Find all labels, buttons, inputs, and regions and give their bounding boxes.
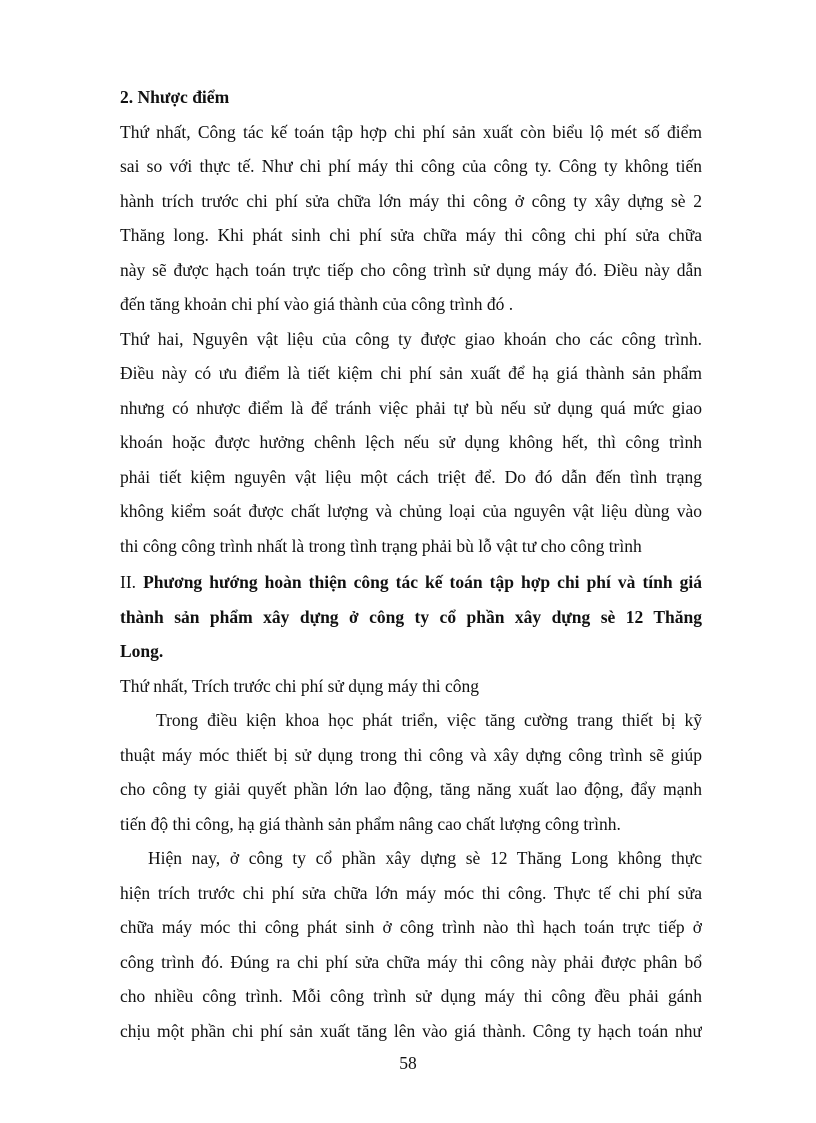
body-line: chữa máy móc thi công phát sinh ở công trình nào thì hạch toán trực tiếp ở [120, 917, 702, 937]
body-line: công trình đó. Đúng ra chi phí sửa chữa máy thi công này phải được phân bổ [120, 951, 702, 972]
body-line: khoán hoặc được hưởng chênh lệch nếu sử dụng không hết, thì công trình [120, 432, 702, 452]
body-line: chịu một phần chi phí sản xuất tăng lên vào giá thành. Công ty hạch toán như [120, 1020, 702, 1041]
section-number: II. [120, 572, 137, 592]
subheading: Thứ nhất, Trích trước chi phí sử dụng máy thi công [120, 675, 479, 696]
paragraph-1 [120, 703, 702, 841]
body-line: Thăng long. Khi phát sinh chi phí sửa chữa máy thi công chi phí sửa chữa [120, 225, 702, 245]
section-heading-nhuoc-diem: 2. Nhược điểm [120, 87, 230, 107]
body-line: cho nhiều công trình. Mỗi công trình sử dụng máy thi công đều phải gánh [120, 986, 702, 1006]
section-heading-line: thành sản phẩm xây dựng ở công ty cổ phần xây dựng sè 12 Thăng [120, 606, 702, 627]
section-heading-phuong-huong [120, 565, 702, 600]
body-line: hiện trích trước chi phí sửa chữa lớn máy móc thi công. Thực tế chi phí sửa [120, 882, 702, 903]
page-number: 58 [399, 1053, 417, 1073]
document-page [120, 80, 702, 1048]
body-line: đến tăng khoản chi phí vào giá thành của công trình đó . [120, 294, 514, 314]
section-nhuoc-diem-body [120, 115, 702, 564]
body-line: nhưng có nhược điểm là để tránh việc phải tự bù nếu sử dụng quá mức giao [120, 397, 702, 418]
body-line: này sẽ được hạch toán trực tiếp cho công trình sử dụng máy đó. Điều này dẫn [120, 259, 702, 280]
body-line: Thứ nhất, Công tác kế toán tập hợp chi phí sản xuất còn biểu lộ mét số điểm [120, 121, 702, 142]
body-line: cho công ty giải quyết phần lớn lao động, tăng năng xuất lao động, đẩy mạnh [120, 779, 702, 799]
body-line: Hiện nay, ở công ty cổ phần xây dựng sè 12 Thăng Long không thực [148, 848, 702, 868]
section-heading-line: Long. [120, 641, 164, 661]
body-line: sai so với thực tế. Như chi phí máy thi công của công ty. Công ty không tiến [120, 156, 702, 176]
body-line: tiến độ thi công, hạ giá thành sản phẩm nâng cao chất lượng công trình. [120, 813, 621, 834]
paragraph-2 [120, 841, 702, 1048]
body-line: Thứ hai, Nguyên vật liệu của công ty được giao khoán cho các công trình. [120, 328, 702, 349]
body-line: thuật máy móc thiết bị sử dụng trong thi công và xây dựng công trình sẽ giúp [120, 744, 702, 765]
body-line: hành trích trước chi phí sửa chữa lớn máy thi công ở công ty xây dựng sè 2 [120, 190, 702, 211]
section-heading-text: Phương hướng hoàn thiện công tác kế toán tập hợp chi phí và tính giá [143, 572, 702, 592]
body-line: Điều này có ưu điểm là tiết kiệm chi phí sản xuất để hạ giá thành sản phẩm [120, 363, 702, 383]
body-line: không kiểm soát được chất lượng và chủng loại của nguyên vật liệu dùng vào [120, 501, 702, 521]
body-line: Trong điều kiện khoa học phát triển, việc tăng cường trang thiết bị kỹ [156, 710, 702, 730]
body-line: thi công công trình nhất là trong tình trạng phải bù lỗ vật tư cho công trình [120, 535, 642, 556]
body-line: phải tiết kiệm nguyên vật liệu một cách triệt để. Do đó dẫn đến tình trạng [120, 466, 702, 487]
